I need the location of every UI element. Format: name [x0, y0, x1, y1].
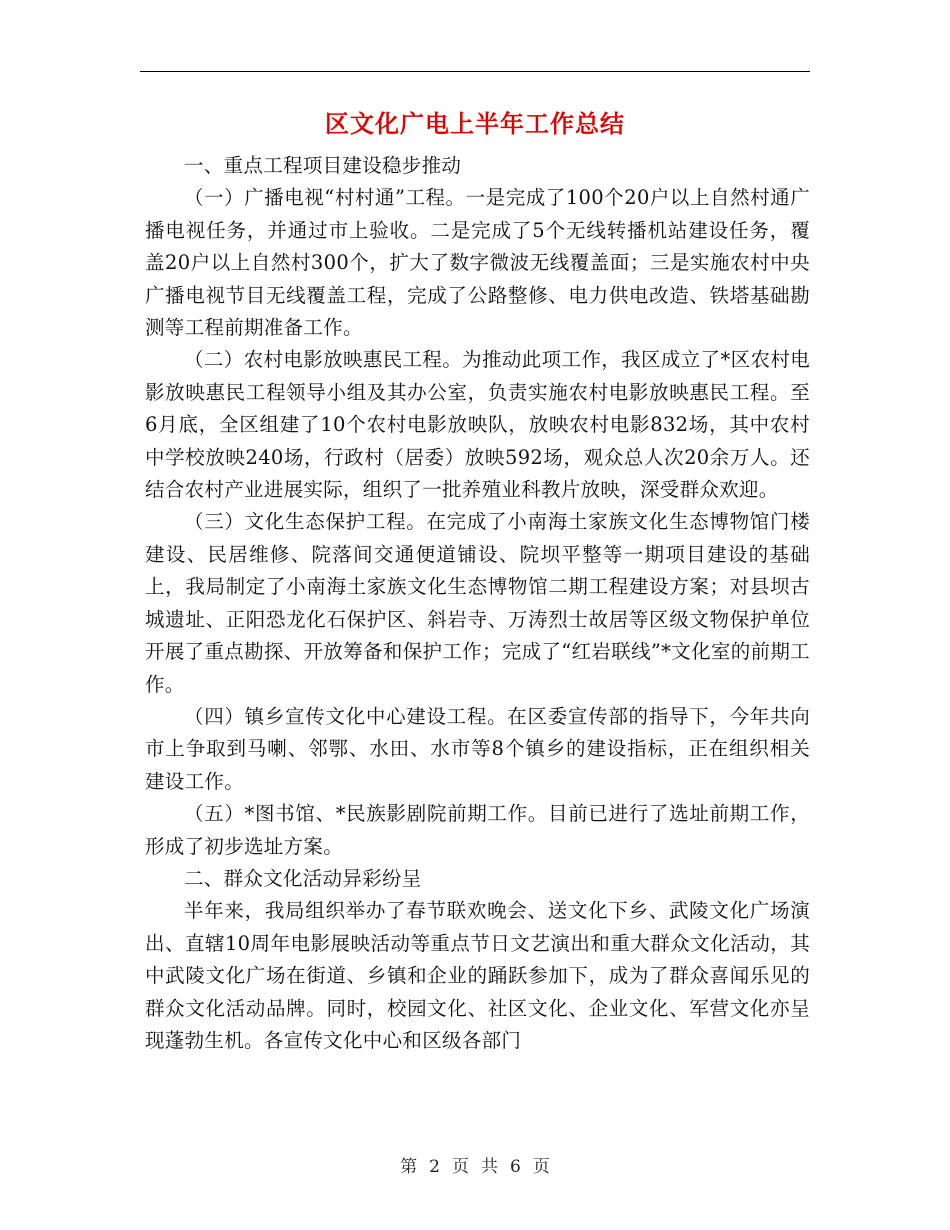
paragraph-mass-culture: 半年来，我局组织举办了春节联欢晚会、送文化下乡、武陵文化广场演出、直辖10周年电影展映活动等重点节日文艺演出和重大群众文化活动，其中武陵文化广场在街道、乡镇和企业的踊跃参加下，成为了群众喜闻乐见的群众文化活动品牌。同时，校园文化、社区文化、企业文化、军营文化亦呈现蓬勃生机。各宣传文化中心和区级各部门 — [145, 899, 810, 1052]
document-title: 区文化广电上半年工作总结 — [325, 109, 625, 138]
page-footer — [0, 1152, 950, 1177]
footer-page-unit: 页 — [452, 1157, 469, 1177]
paragraph-library-theater: （五）*图书馆、*民族影剧院前期工作。目前已进行了选址前期工作，形成了初步选址方案。 — [145, 802, 810, 858]
footer-page-label: 第 — [400, 1157, 418, 1177]
header-rule — [140, 71, 810, 72]
footer-page-total: 6 — [510, 1157, 521, 1177]
paragraph-village-broadcast: （一）广播电视“村村通”工程。一是完成了100个20户以上自然村通广播电视任务，并通过市上验收。二是完成了5个无线转播机站建设任务，覆盖20户以上自然村300个，扩大了数字微波无线覆盖面；三是实施农村中央广播电视节目无线覆盖工程，完成了公路整修、电力供电改造、铁塔基础勘测等工程前期准备工作。 — [145, 186, 810, 340]
document-body — [145, 150, 810, 1057]
footer-page-current: 2 — [429, 1157, 440, 1177]
footer-total-unit: 页 — [532, 1157, 550, 1177]
footer-total-label: 共 — [481, 1157, 498, 1177]
paragraph-cultural-ecology: （三）文化生态保护工程。在完成了小南海土家族文化生态博物馆门楼建设、民居维修、院落间交通便道铺设、院坝平整等一期项目建设的基础上，我局制定了小南海土家族文化生态博物馆二期工程建设方案；对县坝古城遗址、正阳恐龙化石保护区、斜岩寺、万涛烈士故居等区级文物保护单位开展了重点勘探、开放筹备和保护工作；完成了“红岩联线”*文化室的前期工作。 — [145, 510, 810, 696]
section-heading-1: 一、重点工程项目建设稳步推动 — [184, 154, 462, 177]
paragraph-township-center: （四）镇乡宣传文化中心建设工程。在区委宣传部的指导下，今年共向市上争取到马喇、邻鄂、水田、水市等8个镇乡的建设指标，正在组织相关建设工作。 — [145, 704, 810, 793]
section-heading-2: 二、群众文化活动异彩纷呈 — [184, 866, 422, 890]
paragraph-rural-film: （二）农村电影放映惠民工程。为推动此项工作，我区成立了*区农村电影放映惠民工程领导小组及其办公室，负责实施农村电影放映惠民工程。至6月底，全区组建了10个农村电影放映队，放映农村电影832场，其中农村中学校放映240场，行政村（居委）放映592场，观众总人次20余万人。还结合农村产业进展实际，组织了一批养殖业科教片放映，深受群众欢迎。 — [145, 348, 810, 502]
